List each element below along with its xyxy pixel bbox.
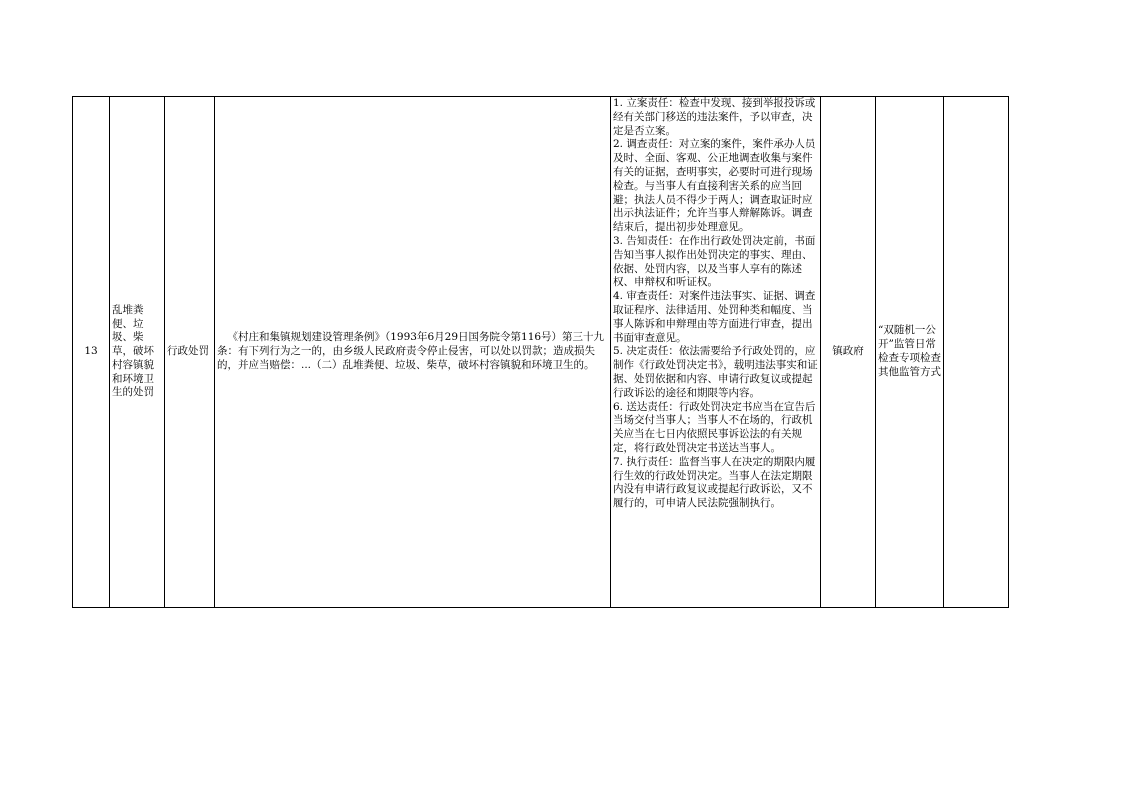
responsibilities: [611, 97, 821, 608]
supervision-method: “双随机一公开”监管日常检查专项检查其他监管方式: [876, 97, 944, 608]
authority-table: [72, 96, 1009, 608]
remarks: [944, 97, 1009, 608]
responsibility-item: 4. 审查责任：对案件违法事实、证据、调查取证程序、法律适用、处罚种类和幅度、当事人陈诉和申辩理由等方面进行审查，提出书面审查意见。: [613, 290, 816, 344]
legal-basis-text: 《村庄和集镇规划建设管理条例》（1993年6月29日国务院令第116号）第三十九条：有下列行为之一的，由乡级人民政府责令停止侵害，可以处以罚款；造成损失的，并应当赔偿：...（二）乱堆粪便、垃圾、柴草，破坏村容镇貌和环境卫生的。: [217, 331, 605, 371]
table-row: [73, 97, 1009, 608]
responsibility-item: 3. 告知责任：在作出行政处罚决定前，书面告知当事人拟作出处罚决定的事实、理由、依据、处罚内容，以及当事人享有的陈述权、申辩权和听证权。: [613, 234, 816, 289]
item-type: 行政处罚: [165, 97, 215, 608]
responsibility-item: 2. 调查责任：对立案的案件，案件承办人员及时、全面、客观、公正地调查收集与案件有关的证据，查明事实，必要时可进行现场检查。与当事人有直接利害关系的应当回避；执法人员不得少于两人；调查取证时应出示执法证件；允许当事人辩解陈诉。调查结束后，提出初步处理意见。: [613, 138, 816, 234]
responsibility-item: 1. 立案责任：检查中发现、接到举报投诉或经有关部门移送的违法案件，予以审查，决定是否立案。: [613, 97, 816, 137]
responsibility-item: 6. 送达责任：行政处罚决定书应当在宣告后当场交付当事人；当事人不在场的，行政机关应当在七日内依照民事诉讼法的有关规定，将行政处罚决定书送达当事人。: [613, 400, 816, 454]
legal-basis: [215, 97, 611, 608]
responsible-subject: 镇政府: [821, 97, 876, 608]
row-number: 13: [73, 97, 110, 608]
responsibility-item: 7. 执行责任：监督当事人在决定的期限内履行生效的行政处罚决定。当事人在法定期限内没有申请行政复议或提起行政诉讼，又不履行的，可申请人民法院强制执行。: [613, 455, 816, 510]
item-name: 乱堆粪便、垃圾、柴草，破坏村容镇貌和环境卫生的处罚: [110, 97, 165, 608]
responsibility-item: 5. 决定责任：依法需要给予行政处罚的，应制作《行政处罚决定书》，载明违法事实和证据、处罚依据和内容、申请行政复议或提起行政诉讼的途径和期限等内容。: [613, 345, 818, 399]
